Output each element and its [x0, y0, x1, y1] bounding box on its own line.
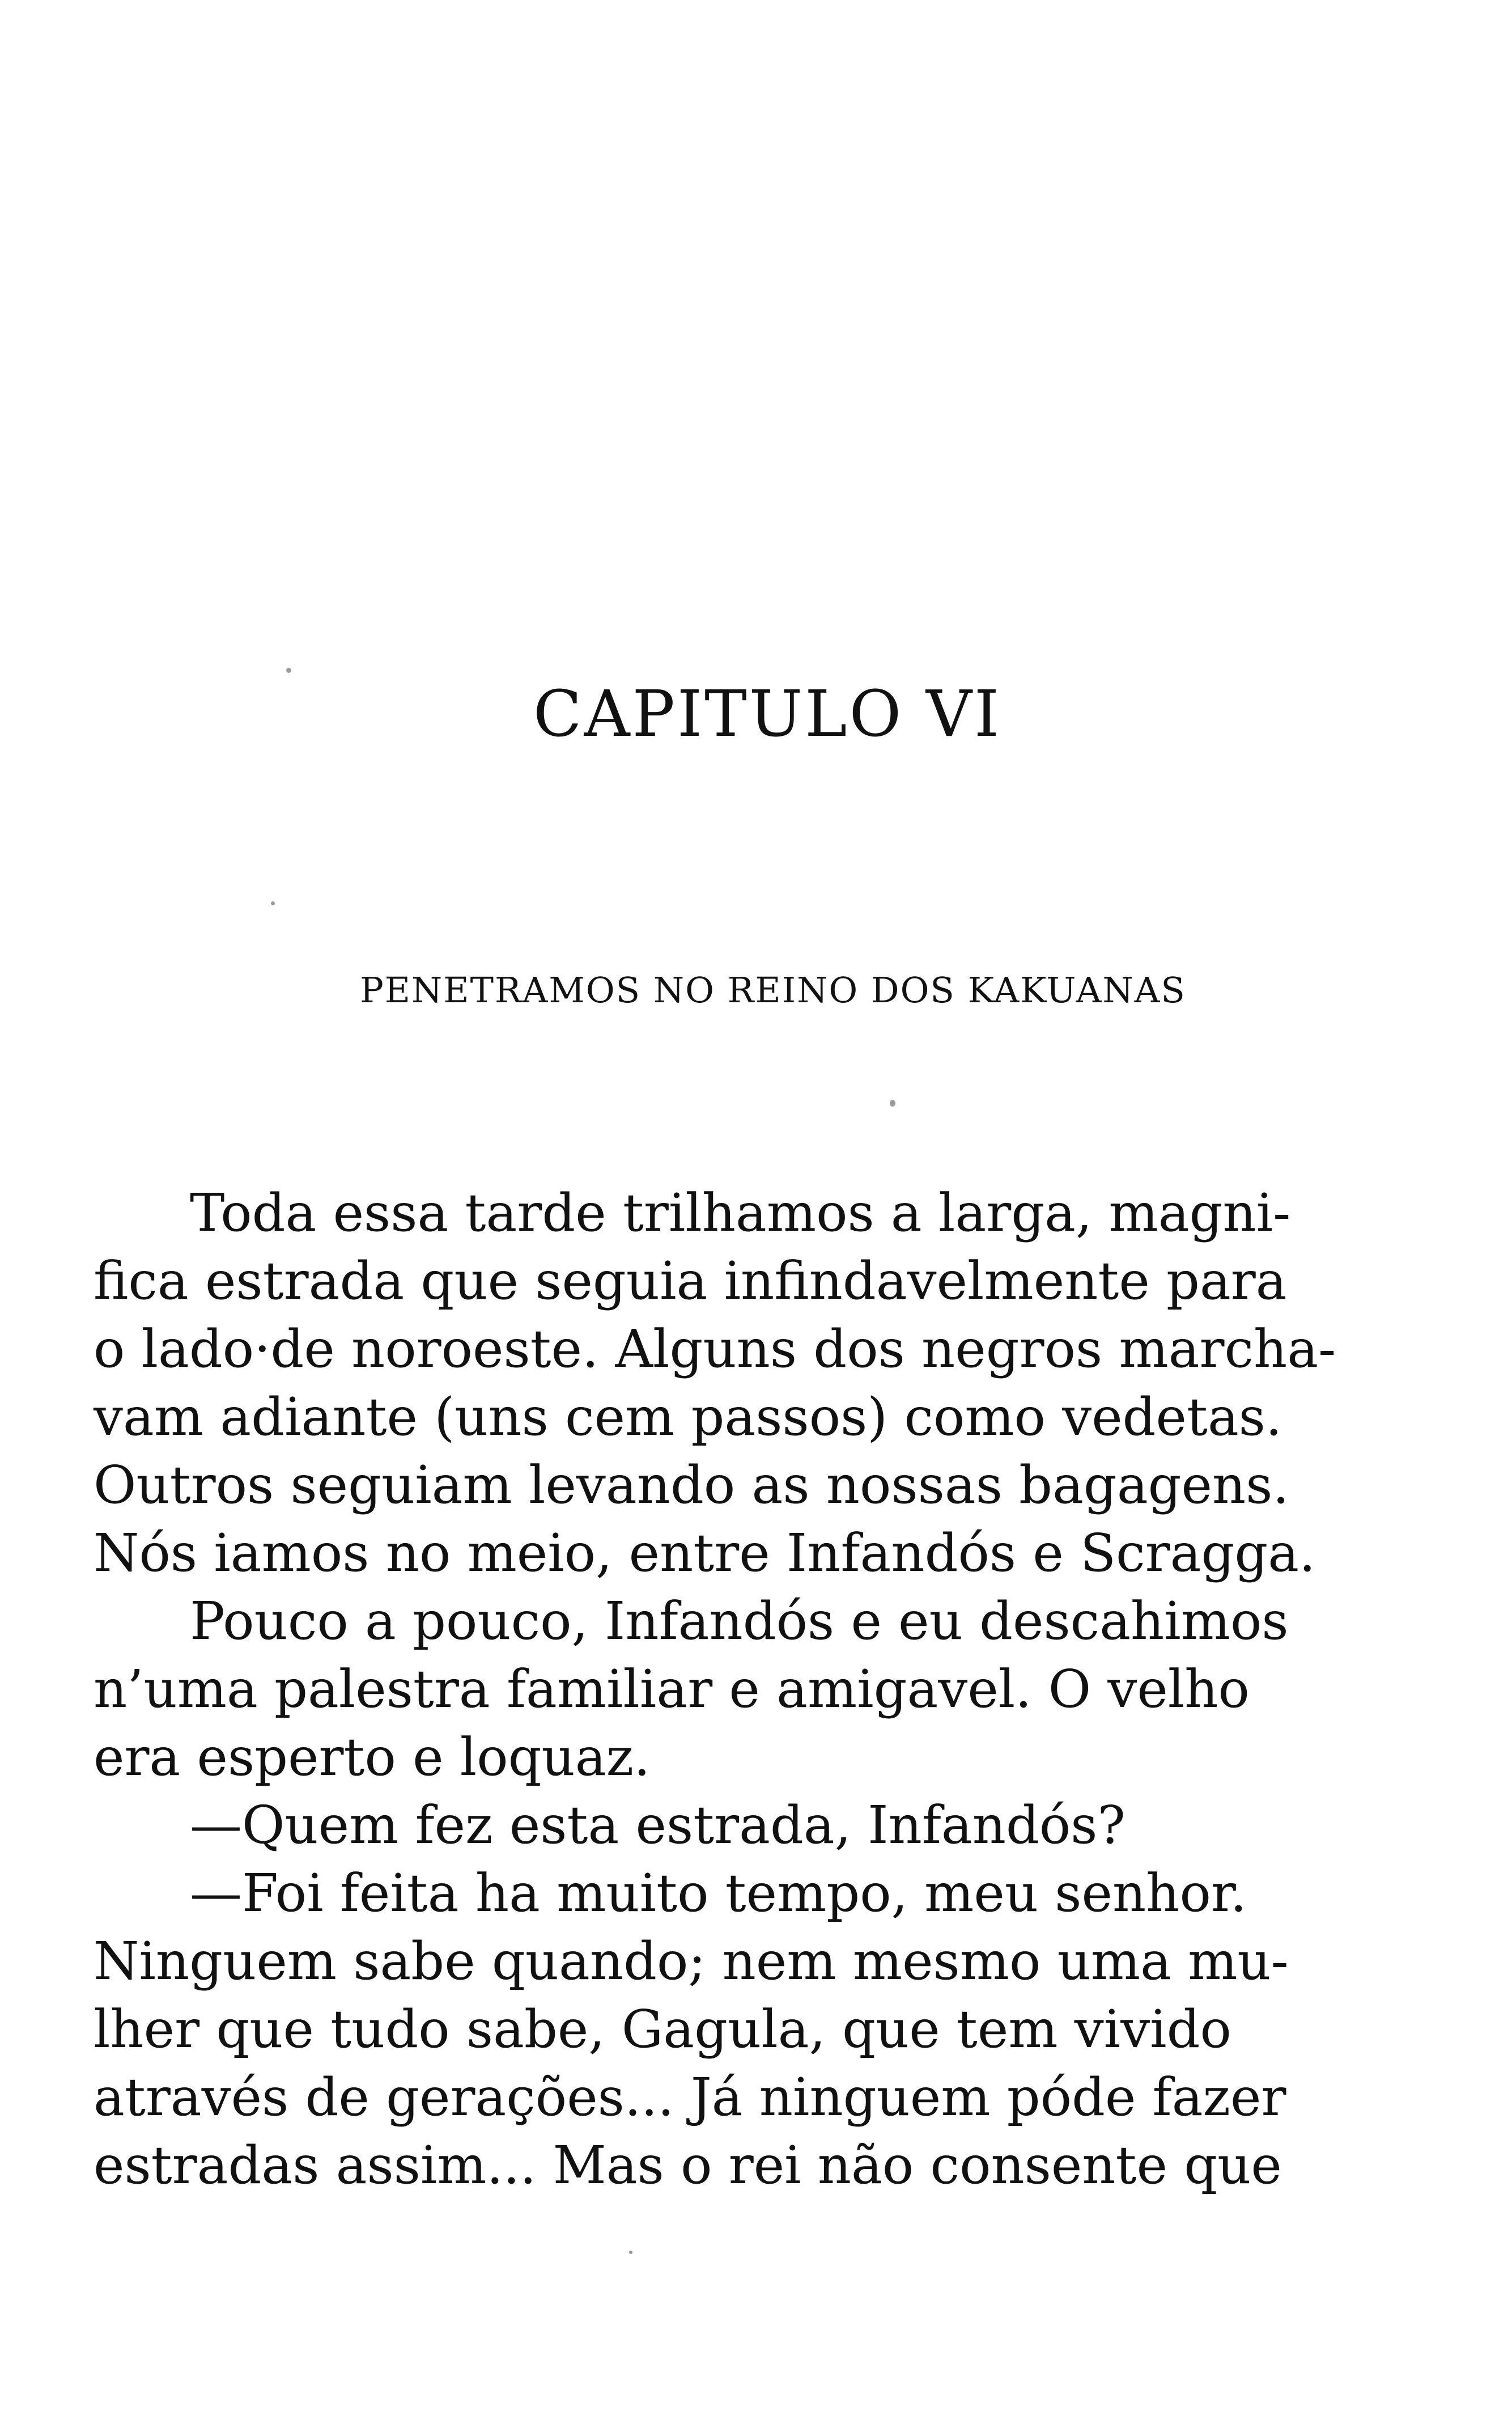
text-line: Pouco a pouco, Infandós e eu descahimos	[190, 1591, 1289, 1651]
chapter-subtitle: PENETRAMOS NO REINO DOS KAKUANAS	[360, 969, 1186, 1011]
dialogue-line: —Quem fez esta estrada, Infandós?	[190, 1795, 1125, 1855]
body-text	[94, 1179, 1336, 2200]
print-speck	[286, 668, 291, 673]
print-speck	[271, 901, 275, 905]
text-line: Toda essa tarde trilhamos a larga, magni-	[190, 1183, 1291, 1243]
text-line: através de gerações... Já ninguem póde fazer	[94, 2067, 1286, 2128]
text-line: o lado·de noroeste. Alguns dos negros marcha-	[94, 1319, 1336, 1379]
text-line: Nós iamos no meio, entre Infandós e Scragga.	[94, 1523, 1316, 1583]
text-line: fica estrada que seguia infindavelmente para	[94, 1251, 1287, 1311]
text-line: Outros seguiam levando as nossas bagagens.	[94, 1455, 1289, 1515]
chapter-title: CAPITULO VI	[533, 677, 1002, 751]
print-speck	[890, 1100, 895, 1107]
print-speck	[629, 2251, 632, 2254]
dialogue-line: —Foi feita ha muito tempo, meu senhor.	[190, 1863, 1247, 1923]
text-line: n’uma palestra familiar e amigavel. O velho	[94, 1659, 1250, 1719]
text-line: estradas assim... Mas o rei não consente que	[94, 2135, 1282, 2196]
text-line: era esperto e loquaz.	[94, 1727, 651, 1787]
text-line: Ninguem sabe quando; nem mesmo uma mu-	[94, 1931, 1289, 1992]
text-line: vam adiante (uns cem passos) como vedetas.	[94, 1387, 1282, 1447]
text-line: lher que tudo sabe, Gagula, que tem vivido	[94, 1999, 1231, 2060]
